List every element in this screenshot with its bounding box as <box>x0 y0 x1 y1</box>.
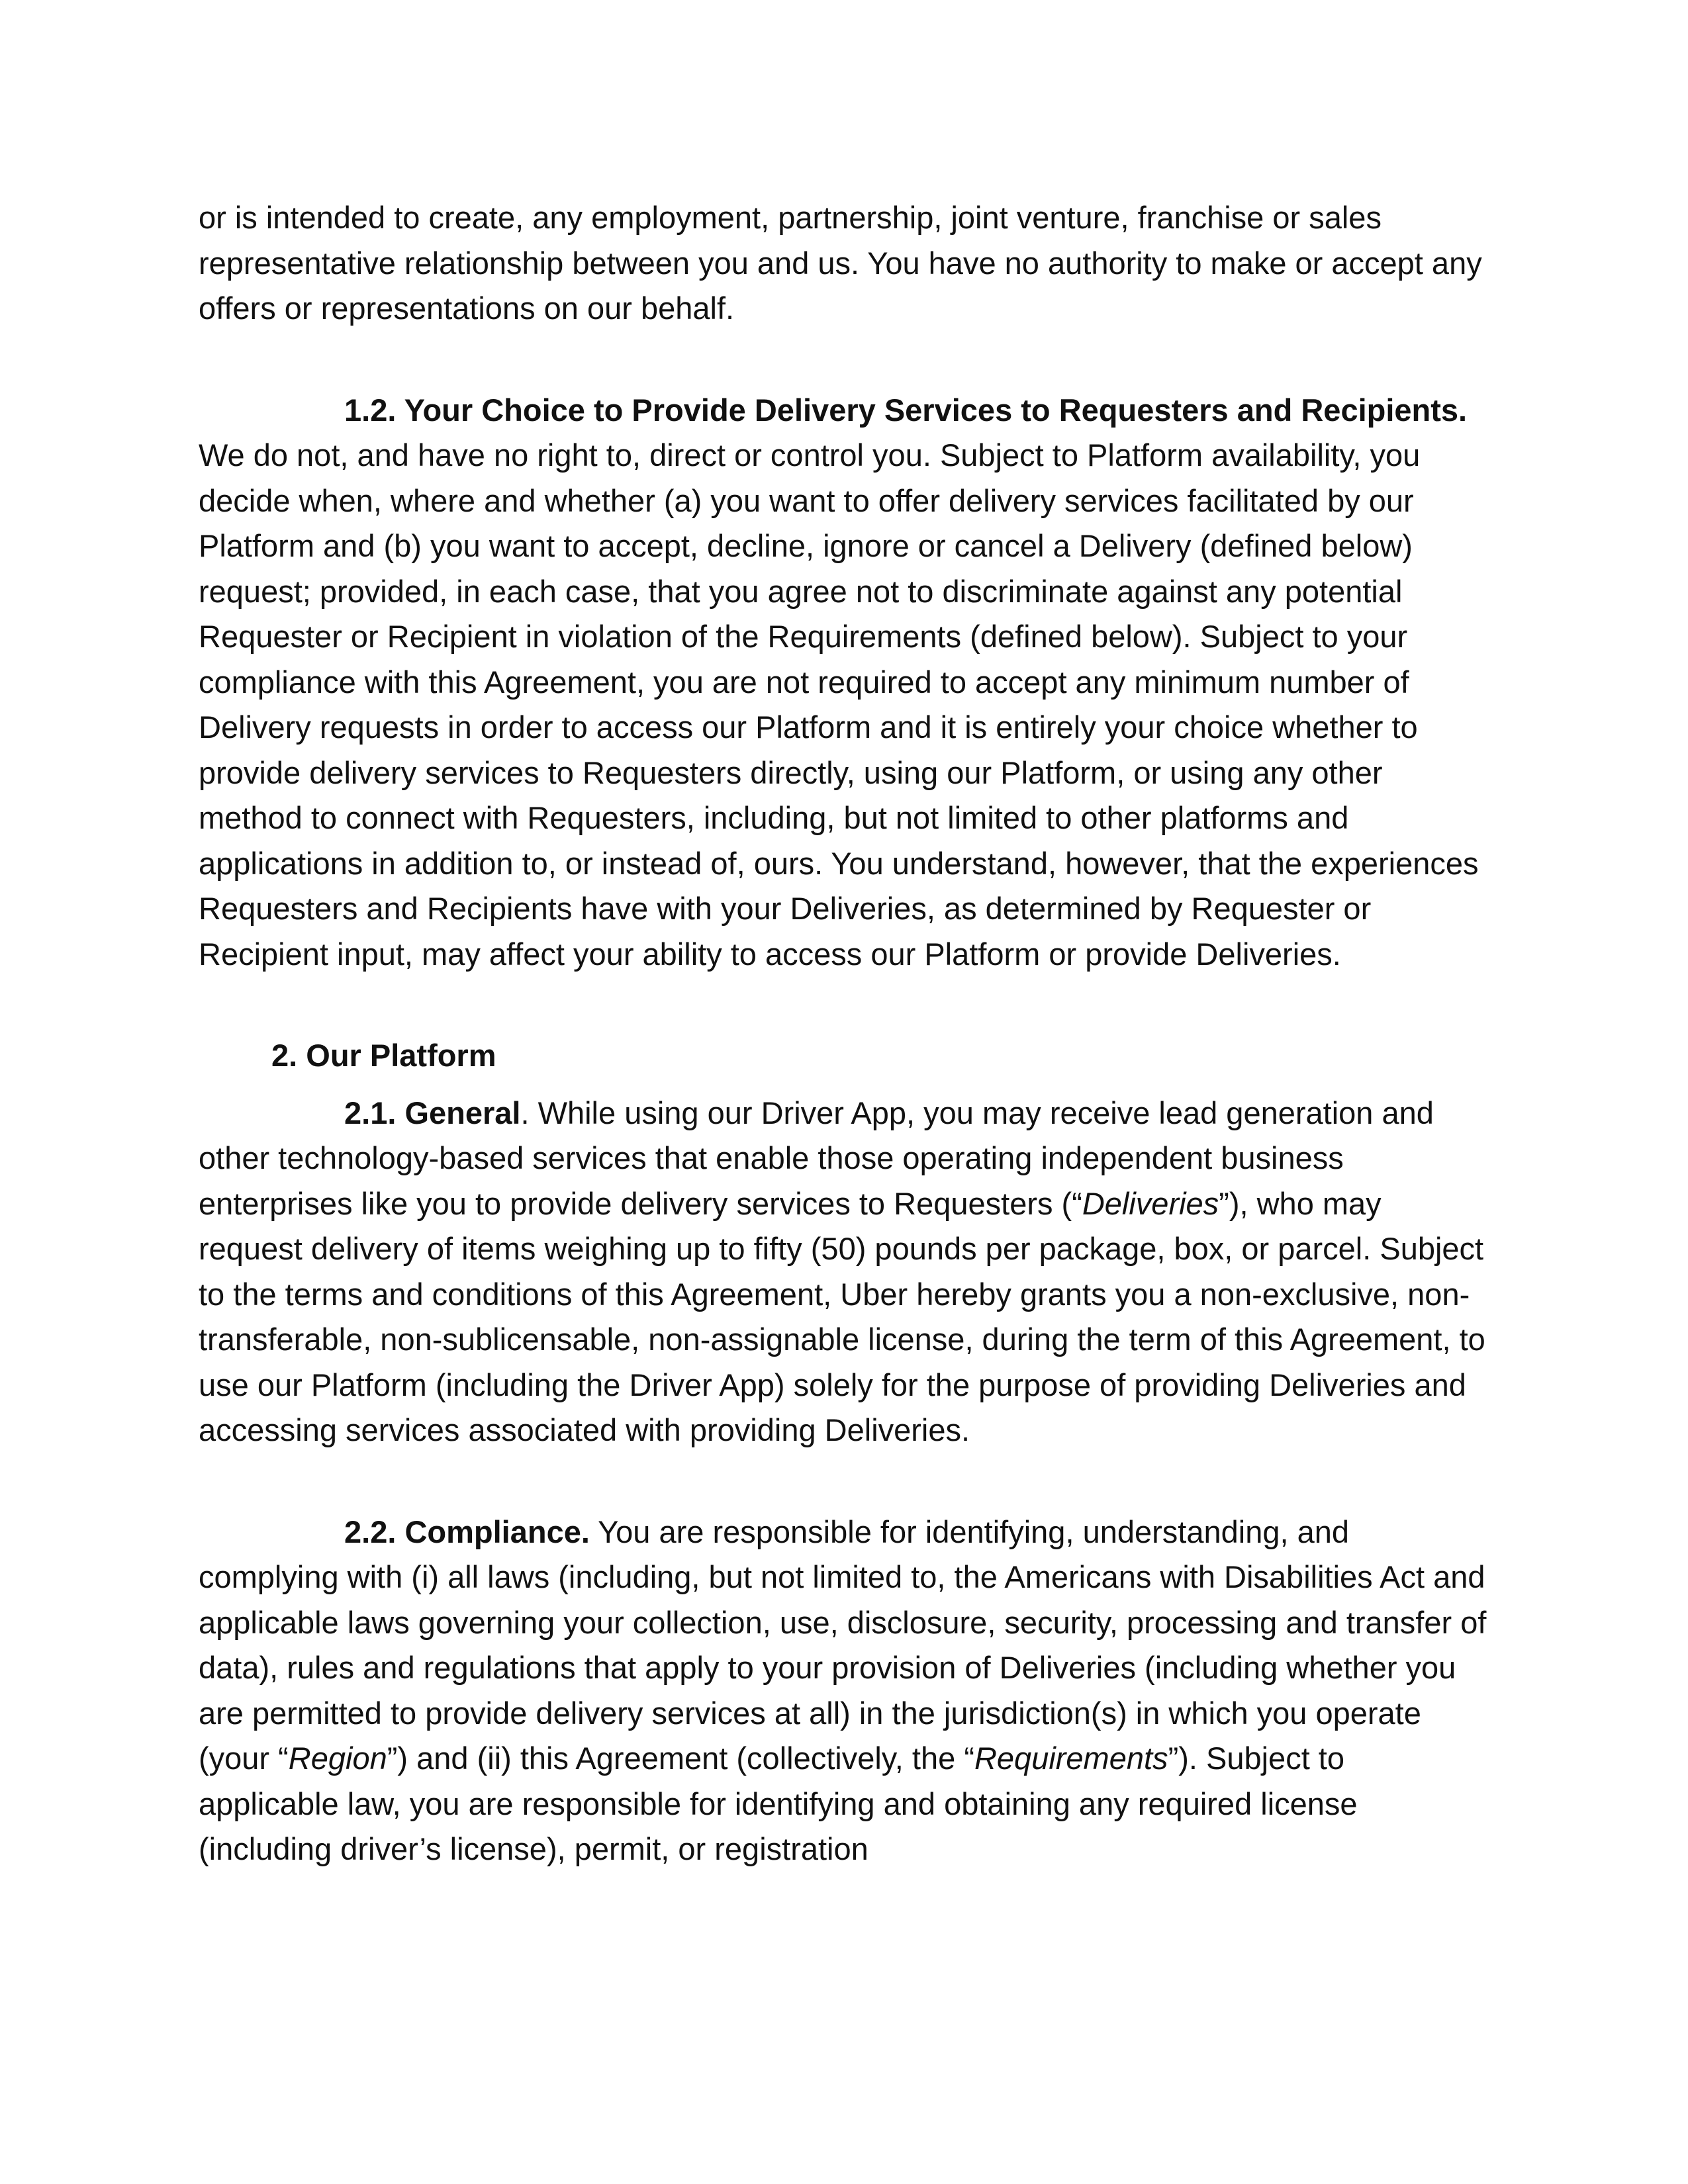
section-1-2-heading: 1.2. Your Choice to Provide Delivery Services to Requesters and Recipients. <box>344 392 1468 428</box>
paragraph-gap <box>199 1453 1489 1510</box>
paragraph-gap <box>199 977 1489 1033</box>
section-2-2-body-part-1: You are responsible for identifying, understanding, and complying with (i) all laws (including, but not limited to, the Americans with Disabilities Act and applicable laws governing your collection, use, disclosure, security, processing and transfer of data), rules and regulations that apply to your provision of Deliveries (including whether you are permitted to provide delivery services at all) in the jurisdiction(s) in which you operate (your “ <box>199 1514 1487 1776</box>
section-2-2 <box>199 1510 1489 1872</box>
defined-term-deliveries: Deliveries <box>1082 1185 1219 1221</box>
paragraph-gap <box>199 1079 1489 1091</box>
section-2-1-body-part-2: ”), who may request delivery of items weighing up to fifty (50) pounds per package, box, or parcel. Subject to the terms and conditions of this Agreement, Uber hereby grants you a non-exclusive, non-transferable, non-sublicensable, non-assignable license, during the term of this Agreement, to use our Platform (including the Driver App) solely for the purpose of providing Deliveries and accessing services associated with providing Deliveries. <box>199 1185 1485 1447</box>
paragraph-gap <box>199 332 1489 388</box>
defined-term-requirements: Requirements <box>974 1741 1168 1776</box>
section-2-2-body-part-3: ”). Subject to applicable law, you are responsible for identifying and obtaining any required license (including driver’s license), permit, or registration <box>199 1741 1358 1866</box>
section-2-2-body-part-2: ”) and (ii) this Agreement (collectively, the “ <box>387 1741 974 1776</box>
section-1-2-body: We do not, and have no right to, direct or control you. Subject to Platform availability, you decide when, where and whether (a) you want to offer delivery services facilitated by our Platform and (b) you want to accept, decline, ignore or cancel a Delivery (defined below) request; provided, in each case, that you agree not to discriminate against any potential Requester or Recipient in violation of the Requirements (defined below). Subject to your compliance with this Agreement, you are not required to accept any minimum number of Delivery requests in order to access our Platform and it is entirely your choice whether to provide delivery services to Requesters directly, using our Platform, or using any other method to connect with Requesters, including, but not limited to other platforms and applications in addition to, or instead of, ours. You understand, however, that the experiences Requesters and Recipients have with your Deliveries, as determined by Requester or Recipient input, may affect your ability to access our Platform or provide Deliveries. <box>199 437 1479 972</box>
section-2-2-heading: 2.2. Compliance. <box>344 1514 590 1549</box>
document-page <box>199 195 1489 1872</box>
section-2-1-heading: 2.1. General <box>344 1095 521 1130</box>
section-2-heading: 2. Our Platform <box>271 1038 496 1073</box>
defined-term-region: Region <box>288 1741 387 1776</box>
section-2-1 <box>199 1091 1489 1453</box>
section-1-2 <box>199 388 1489 978</box>
section-2-1-body-part-1: . While using our Driver App, you may receive lead generation and other technology-based services that enable those operating independent business enterprises like you to provide delivery services to Requesters (“ <box>199 1095 1434 1221</box>
paragraph-intro: or is intended to create, any employment, partnership, joint venture, franchise or sales representative relationship between you and us. You have no authority to make or accept any offers or representations on our behalf. <box>199 200 1482 326</box>
